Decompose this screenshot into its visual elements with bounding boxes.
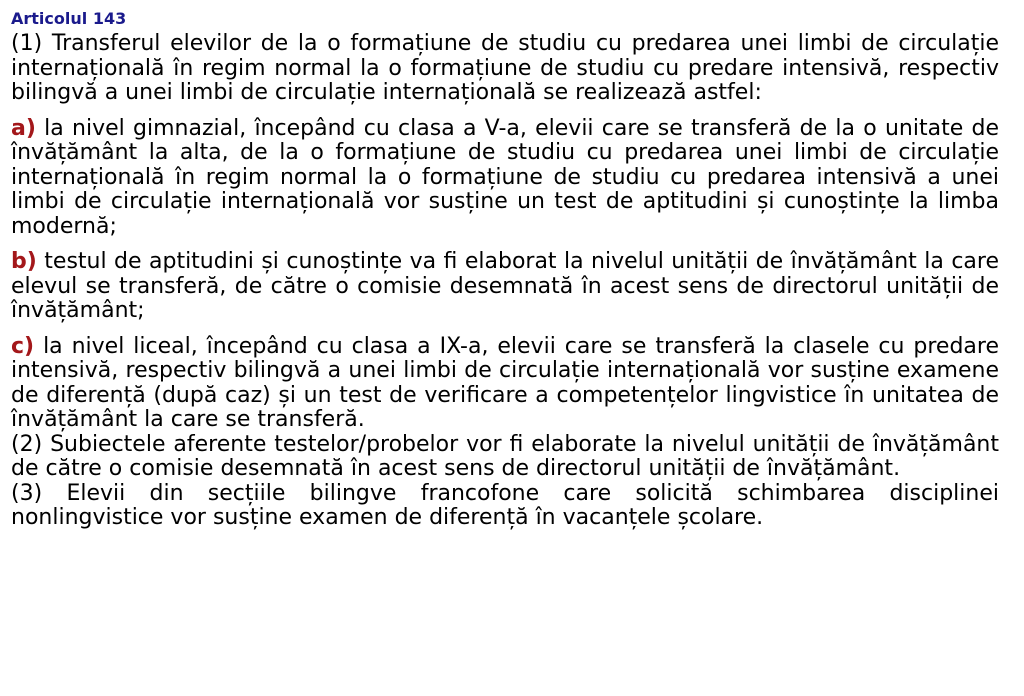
point-b	[11, 250, 999, 324]
point-b-marker: b)	[11, 249, 37, 274]
point-a-text: la nivel gimnazial, începând cu clasa a V-a, elevii care se transferă de la o unitate de învățământ la alta, de la o formațiune de studiu cu predarea unei limbi de circulație internațională în regim normal la o formațiune de studiu cu predarea intensivă a unei limbi de circulație internațională vor susține un test de aptitudini și cunoștințe la limba modernă;	[11, 115, 999, 239]
point-b-text: testul de aptitudini și cunoștințe va fi elaborat la nivelul unității de învățământ la care elevul se transferă, de către o comisie desemnată în acest sens de directorul unității de învățământ;	[11, 249, 999, 323]
point-c	[11, 335, 999, 433]
point-c-marker: c)	[11, 333, 35, 359]
point-c-text: la nivel liceal, începând cu clasa a IX-a, elevii care se transferă la clasele cu predare intensivă, respectiv bilingvă a unei limbi de circulație internațională vor susține examene de diferență (după caz) și un test de verificare a competențelor lingvistice în unitatea de învățământ la care se transferă.	[11, 333, 1000, 432]
point-a	[11, 117, 999, 240]
article-title: Articolul 143	[11, 9, 127, 28]
paragraph-1	[11, 32, 999, 106]
point-a-marker: a)	[11, 115, 36, 141]
article-document	[11, 8, 999, 531]
paragraph-1-text: (1) Transferul elevilor de la o formațiune de studiu cu predarea unei limbi de circulație internațională în regim normal la o formațiune de studiu cu predare intensivă, respectiv bilingvă a unei limbi de circulație internațională se realizează astfel:	[11, 31, 999, 105]
paragraph-3	[11, 482, 999, 531]
paragraph-3-text: (3) Elevii din secțiile bilingve francofone care solicită schimbarea disciplinei nonlingvistice vor susține examen de diferență în vacanțele școlare.	[11, 480, 999, 530]
paragraph-2	[11, 433, 999, 482]
paragraph-2-text: (2) Subiectele aferente testelor/probelor vor fi elaborate la nivelul unității de învățământ de către o comisie desemnată în acest sens de directorul unității de învățământ.	[11, 431, 999, 481]
